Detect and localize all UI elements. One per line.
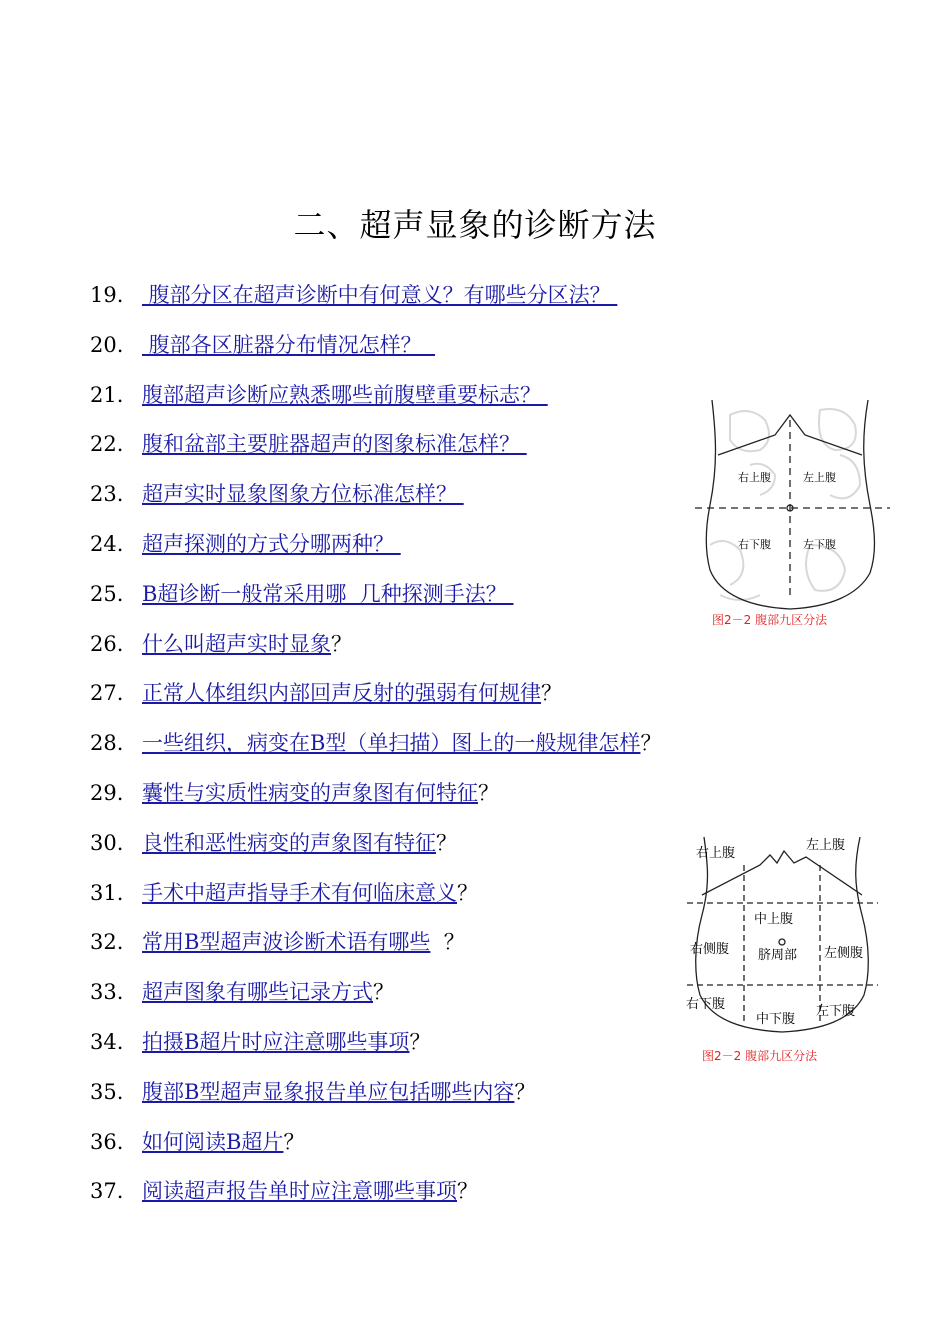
label-lower-left: 左下腹 (803, 538, 836, 551)
question-number: 26. (90, 631, 124, 656)
label-upper-right: 右上腹 (738, 471, 771, 484)
label-right-side: 右侧腹 (690, 942, 730, 957)
question-mark: ？ (457, 1179, 478, 1204)
question-number: 35. (90, 1079, 124, 1104)
question-number: 30. (90, 830, 124, 855)
question-number: 36. (90, 1129, 124, 1154)
question-mark: ？ (436, 830, 457, 855)
label-lower-left: 左下腹 (816, 1004, 856, 1019)
question-number: 25. (90, 581, 124, 606)
figure2-caption: 图2－2 腹部九区分法 (702, 1049, 818, 1063)
question-link[interactable]: 腹部各区脏器分布情况怎样？ (142, 332, 436, 357)
label-lower-right: 右下腹 (738, 538, 771, 551)
question-item (90, 778, 661, 828)
question-mark: ？ (457, 880, 478, 905)
question-item (90, 1127, 661, 1177)
question-link[interactable]: 腹和盆部主要脏器超声的图象标准怎样？ (142, 432, 527, 457)
label-umbilical: 脐周部 (758, 948, 798, 963)
question-item (90, 330, 661, 380)
abdomen-quadrant-diagram (690, 395, 900, 635)
question-number: 22. (90, 432, 124, 457)
question-link[interactable]: 一些组织，病变在B型（单扫描）图上的一般规律怎样 (142, 731, 641, 756)
question-item (90, 380, 661, 430)
question-mark: ？ (478, 780, 499, 805)
question-number: 27. (90, 681, 124, 706)
question-mark: ？ (409, 1029, 431, 1054)
question-item (90, 579, 661, 629)
question-mark: ？ (331, 631, 352, 656)
question-mark: ？ (373, 980, 394, 1005)
question-item (90, 1077, 661, 1127)
label-upper-left: 左上腹 (803, 471, 836, 484)
question-item (90, 678, 661, 728)
question-mark: ？ (514, 1079, 536, 1104)
question-link[interactable]: 如何阅读B超片 (142, 1129, 284, 1154)
abdomen-nine-region-diagram (682, 825, 882, 1070)
question-item (90, 1027, 661, 1077)
question-item (90, 728, 661, 778)
question-item (90, 629, 661, 679)
question-item (90, 878, 661, 928)
abdomen-quadrant-figure (690, 395, 900, 635)
question-link[interactable]: 腹部分区在超声诊断中有何意义？有哪些分区法？ (142, 283, 618, 307)
question-link[interactable]: 正常人体组织内部回声反射的强弱有何规律 (142, 681, 541, 706)
question-number: 28. (90, 731, 124, 756)
question-link[interactable]: 超声探测的方式分哪两种？ (142, 531, 401, 556)
question-link[interactable]: 什么叫超声实时显象 (142, 631, 331, 656)
abdomen-nine-region-figure (682, 825, 882, 1070)
question-item (90, 1176, 661, 1226)
question-number: 37. (90, 1179, 124, 1204)
question-item (90, 977, 661, 1027)
page-title: 二、超声显象的诊断方法 (293, 206, 657, 244)
question-number: 29. (90, 780, 124, 805)
label-left-side: 左侧腹 (824, 946, 864, 961)
question-item (90, 479, 661, 529)
question-mark: ？ (430, 930, 465, 955)
question-link[interactable]: B超诊断一般常采用哪 几种探测手法？ (142, 581, 514, 606)
question-item (90, 828, 661, 878)
label-upper-right: 右上腹 (696, 846, 736, 861)
question-number: 20. (90, 332, 124, 357)
question-link[interactable]: 超声实时显象图象方位标准怎样？ (142, 482, 464, 507)
question-number: 33. (90, 980, 124, 1005)
question-link[interactable]: 手术中超声指导手术有何临床意义 (142, 880, 457, 905)
question-list (90, 280, 661, 1226)
question-link[interactable]: 常用B型超声波诊断术语有哪些 (142, 930, 431, 955)
label-upper-left: 左上腹 (806, 838, 846, 853)
label-lower-right: 右下腹 (686, 997, 726, 1012)
figure1-caption: 图2－2 腹部九区分法 (712, 613, 828, 627)
question-mark: ？ (283, 1129, 305, 1154)
question-number: 32. (90, 930, 124, 955)
question-link[interactable]: 拍摄B超片时应注意哪些事项 (142, 1029, 410, 1054)
question-mark: ？ (541, 681, 562, 706)
question-number: 24. (90, 531, 124, 556)
question-link[interactable]: 腹部超声诊断应熟悉哪些前腹壁重要标志？ (142, 382, 548, 407)
question-number: 34. (90, 1029, 124, 1054)
question-link[interactable]: 超声图象有哪些记录方式 (142, 980, 373, 1005)
question-item (90, 280, 661, 330)
question-link[interactable]: 良性和恶性病变的声象图有特征 (142, 830, 436, 855)
question-link[interactable]: 腹部B型超声显象报告单应包括哪些内容 (142, 1079, 515, 1104)
question-link[interactable]: 囊性与实质性病变的声象图有何特征 (142, 780, 478, 805)
question-link[interactable]: 阅读超声报告单时应注意哪些事项 (142, 1179, 457, 1204)
question-number: 31. (90, 880, 124, 905)
question-item (90, 927, 661, 977)
label-middle-upper: 中上腹 (754, 912, 794, 927)
question-number: 21. (90, 382, 124, 407)
question-item (90, 529, 661, 579)
question-number: 19. (90, 283, 124, 307)
label-middle-lower: 中下腹 (756, 1012, 796, 1027)
question-item (90, 429, 661, 479)
question-number: 23. (90, 482, 124, 507)
question-mark: ？ (640, 731, 662, 756)
